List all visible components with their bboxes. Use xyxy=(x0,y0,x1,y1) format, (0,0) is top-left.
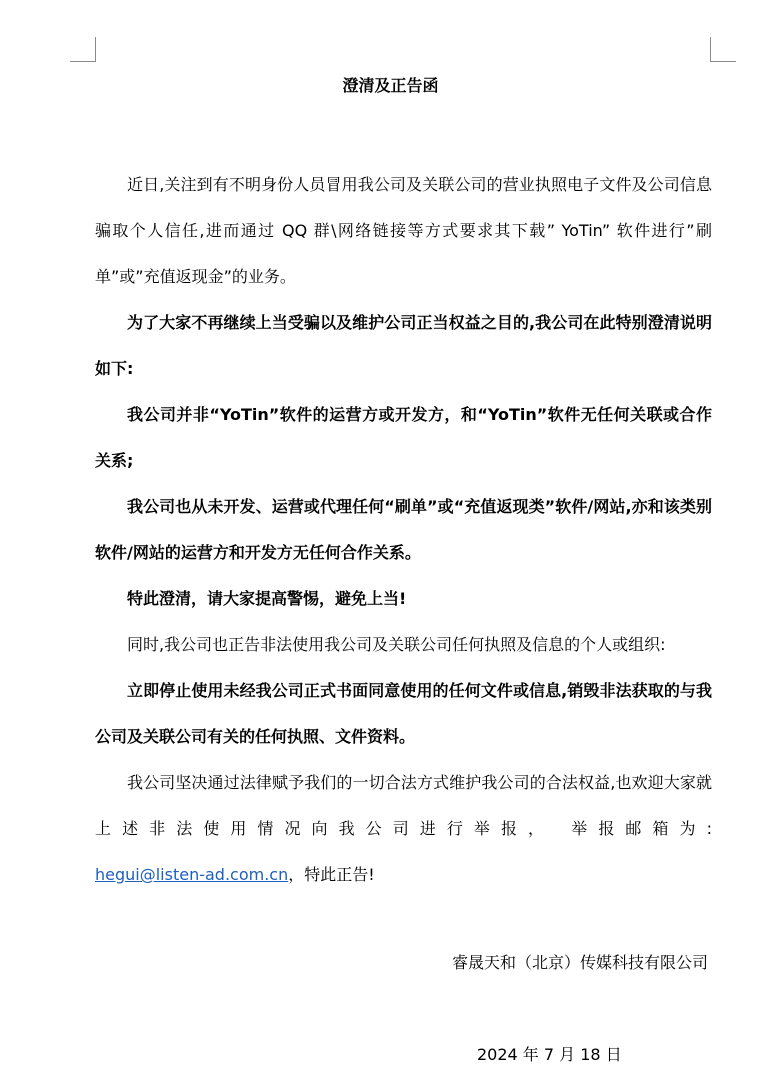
document-title: 澄清及正告函 xyxy=(342,76,439,95)
email-line-tail: ，特此正告! xyxy=(288,865,375,884)
paragraph-point-1: 我公司并非“YoTin”软件的运营方或开发方，和“YoTin”软件无任何关联或合作关系; xyxy=(95,405,712,470)
paragraph-point-2: 我公司也从未开发、运营或代理任何“刷单”或“充值返现类”软件/网站,亦和该类别软件/网站的运营方和开发方无任何合作关系。 xyxy=(95,497,712,562)
company-signature: 睿晟天和（北京）传媒科技有限公司 xyxy=(451,953,708,972)
paragraph-clarification-intro: 为了大家不再继续上当受骗以及维护公司正当权益之目的,我公司在此特别澄清说明如下: xyxy=(95,313,712,378)
paragraph-notice: 同时,我公司也正告非法使用我公司及关联公司任何执照及信息的个人或组织: xyxy=(127,635,666,654)
paragraph-warning: 特此澄清，请大家提高警惕，避免上当! xyxy=(127,589,407,608)
letter-date: 2024 年 7 月 18 日 xyxy=(477,1045,622,1064)
paragraph-report-email-line xyxy=(95,852,712,898)
paragraph-report: 我公司坚决通过法律赋予我们的一切合法方式维护我公司的合法权益,也欢迎大家就上述非法使用情况向我公司进行举报， 举报邮箱为: xyxy=(95,773,712,838)
email-link[interactable]: hegui@listen-ad.com.cn xyxy=(95,865,289,884)
paragraph-intro: 近日,关注到有不明身份人员冒用我公司及关联公司的营业执照电子文件及公司信息骗取个人信任,进而通过 QQ 群\网络链接等方式要求其下载” YoTin” 软件进行”刷单”或”充值返现金”的业务。 xyxy=(95,175,712,286)
paragraph-demand: 立即停止使用未经我公司正式书面同意使用的任何文件或信息,销毁非法获取的与我公司及关联公司有关的任何执照、文件资料。 xyxy=(95,681,712,746)
letter-body xyxy=(95,162,712,898)
